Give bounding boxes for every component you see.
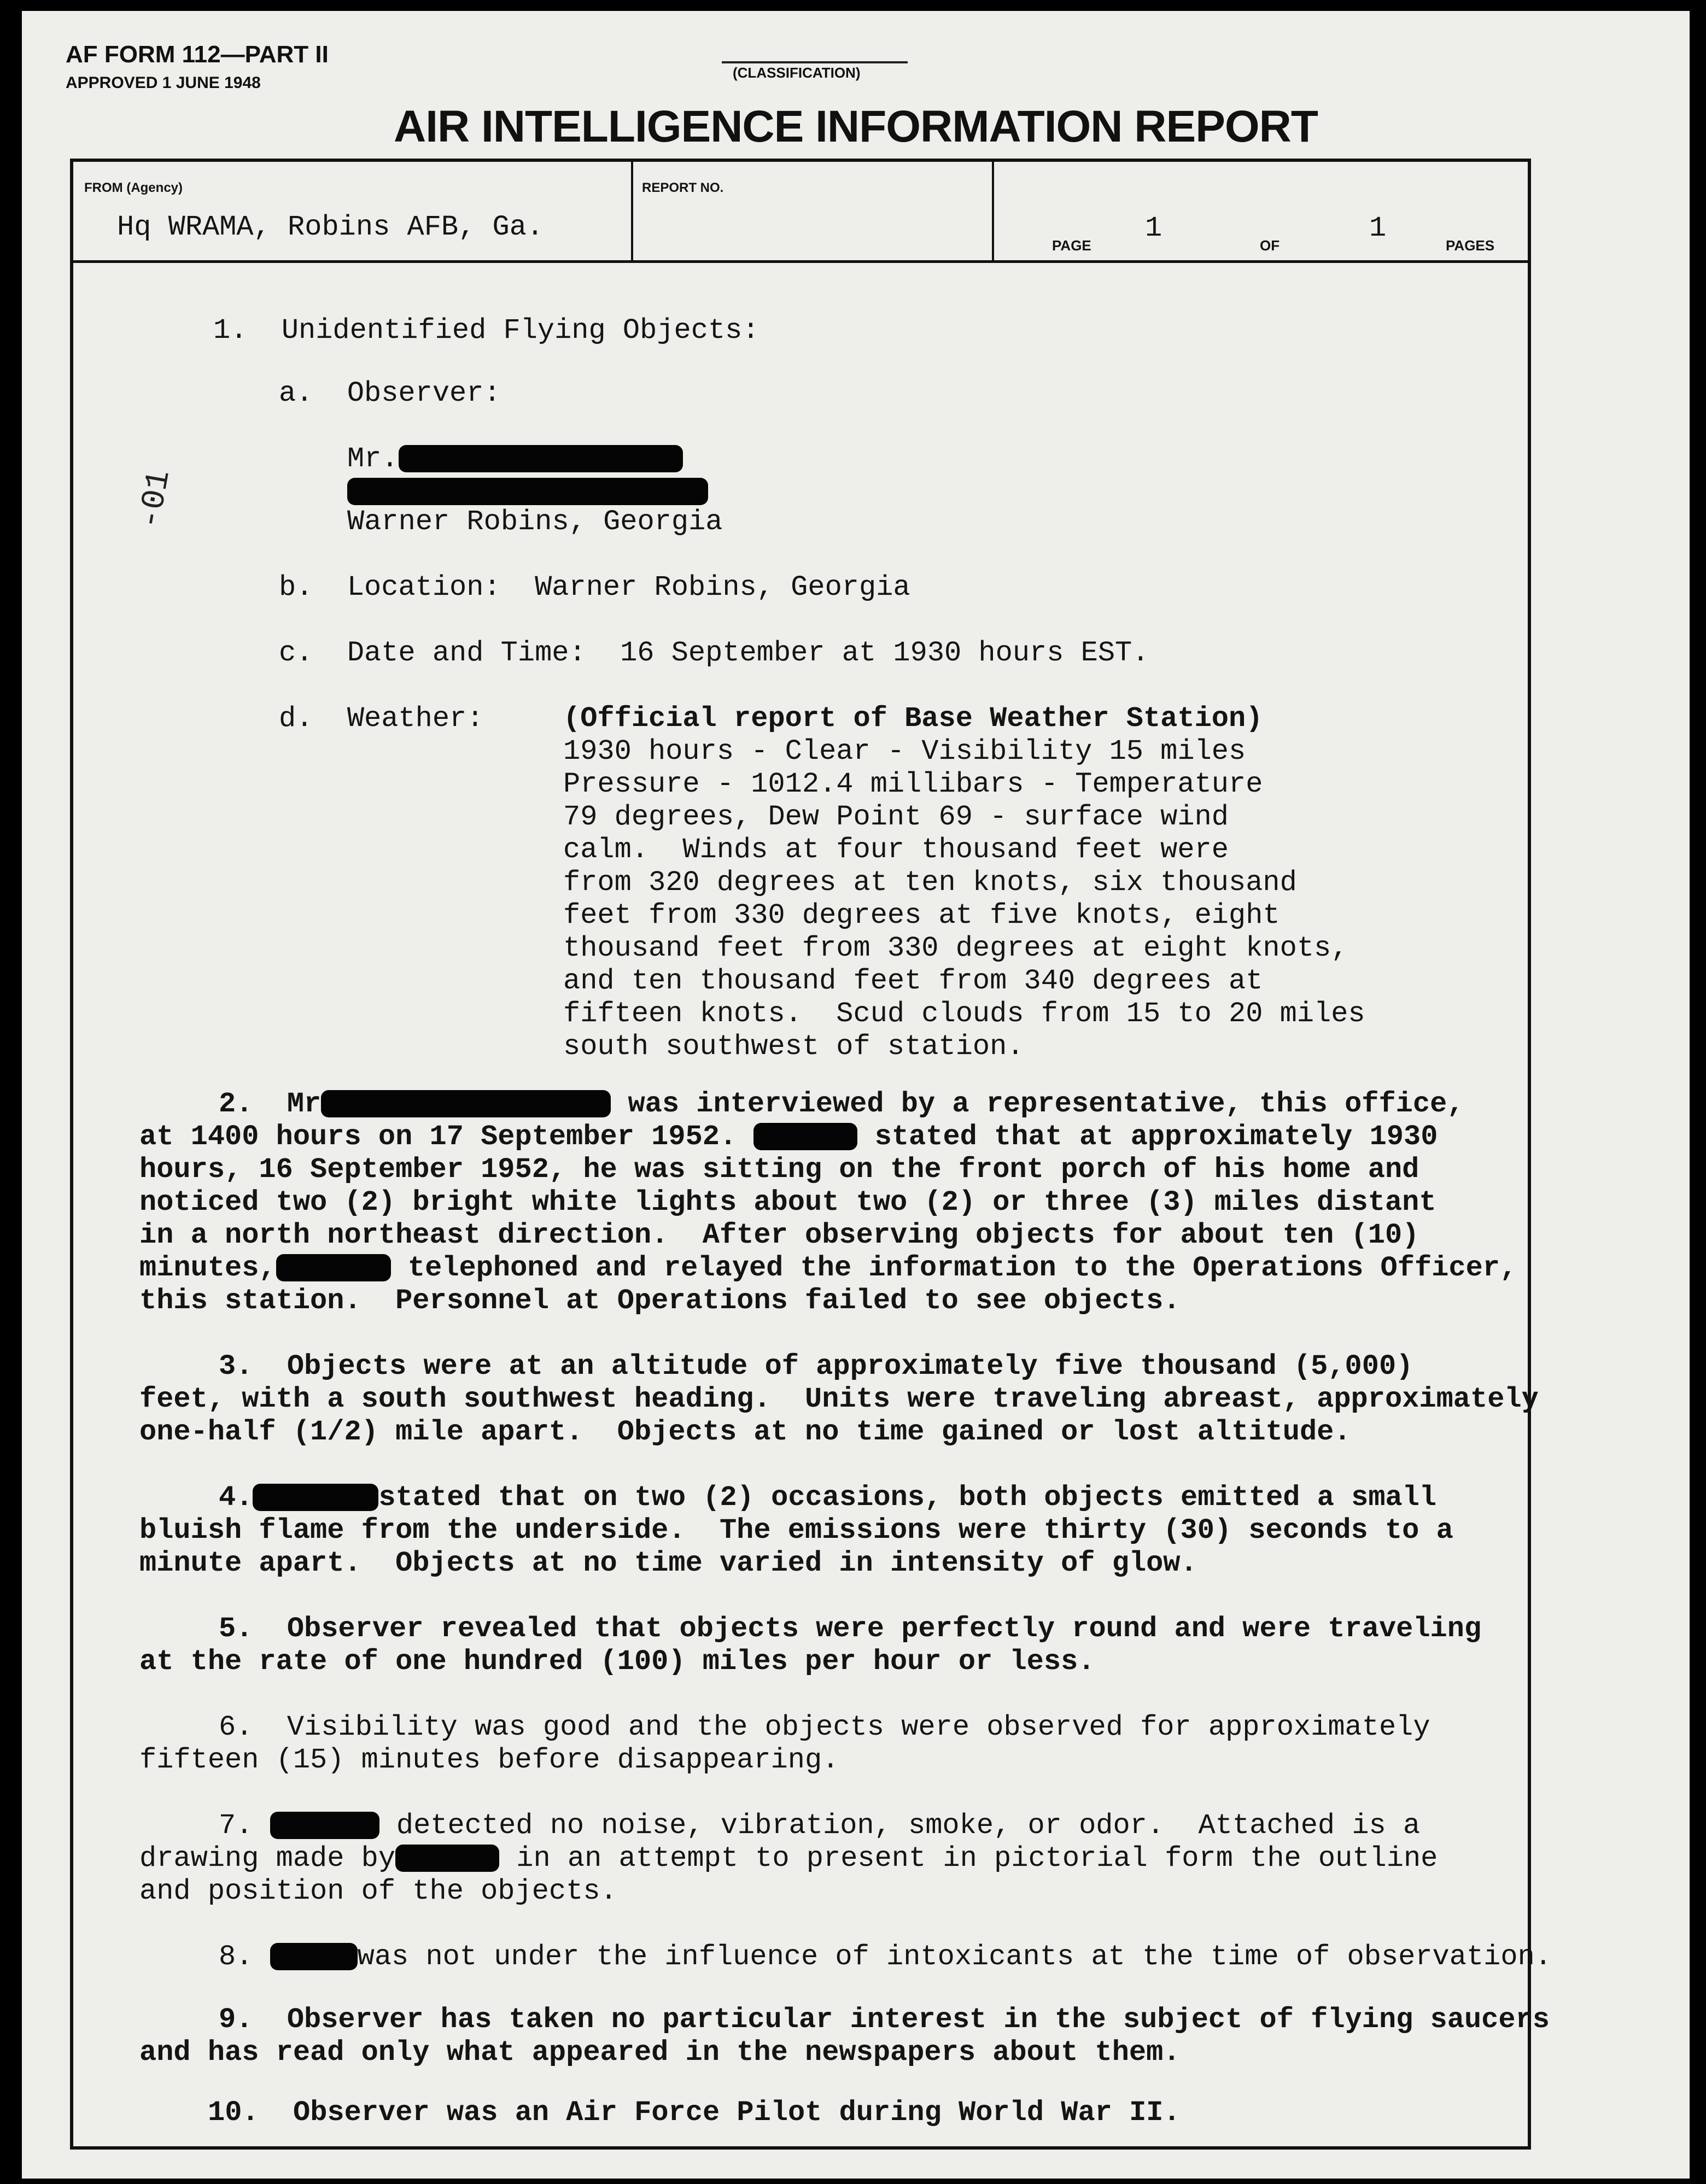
p2-line [139,1121,1438,1154]
observer-prefix: Mr. [347,443,399,475]
p2-line: this station. Personnel at Operations failed to see objects. [139,1285,1181,1317]
p4-line: bluish flame from the underside. The emissions were thirty (30) seconds to a [139,1514,1453,1547]
p2-text: 2. Mr [219,1088,322,1120]
p7-text: in an attempt to present in pictorial form the outline [516,1842,1438,1875]
document-page [22,11,1690,2179]
p2-line: in a north northeast direction. After observing objects for about ten (10) [139,1219,1419,1251]
p9-line: 9. Observer has taken no particular interest in the subject of flying saucers [219,2004,1550,2036]
p7-text: detected no noise, vibration, smoke, or odor. Attached is a [396,1810,1421,1842]
margin-note: -01 [132,467,179,532]
p1-heading: 1. Unidentified Flying Objects: [213,314,759,347]
form-id: AF FORM 112—PART II [66,41,329,68]
p4-text: stated that on two (2) occasions, both objects emitted a small [378,1482,1437,1514]
p2-text: was interviewed by a representative, this office, [628,1088,1464,1120]
p7-line [139,1842,1438,1875]
p3-line: feet, with a south southwest heading. Units were traveling abreast, approximately [139,1383,1539,1415]
p3-line: one-half (1/2) mile apart. Objects at no time gained or lost altitude. [139,1416,1351,1448]
p10-line: 10. Observer was an Air Force Pilot during World War II. [208,2097,1181,2129]
redacted-address [347,476,708,508]
p2-text: at 1400 hours on 17 September 1952. [139,1121,737,1153]
report-title: AIR INTELLIGENCE INFORMATION REPORT [393,102,1318,151]
p7-text: 7. [219,1810,253,1842]
redaction-bar [399,445,683,472]
weather-line: feet from 330 degrees at five knots, eight [563,899,1280,932]
p3-line: 3. Objects were at an altitude of approximately five thousand (5,000) [219,1350,1413,1383]
p5-line: 5. Observer revealed that objects were perfectly round and were traveling [219,1613,1482,1645]
p2-line [139,1252,1517,1285]
page-label: PAGE [1052,237,1091,254]
p1a-label: a. Observer: [279,377,501,409]
report-no-label: REPORT NO. [642,180,724,195]
weather-line: (Official report of Base Weather Station) [563,702,1263,735]
p2-line: hours, 16 September 1952, he was sitting on the front porch of his home and [139,1154,1419,1186]
p4-line: minute apart. Objects at no time varied in intensity of glow. [139,1547,1197,1579]
weather-line: 79 degrees, Dew Point 69 - surface wind [563,801,1229,833]
p2-line [219,1088,1464,1121]
p1d-label: d. Weather: [279,702,484,735]
p8-text: 8. [219,1941,253,1973]
p6-line: fifteen (15) minutes before disappearing. [139,1744,839,1776]
header-row [73,162,1528,263]
from-label: FROM (Agency) [84,180,183,195]
p4-line [219,1482,1436,1514]
p1c-date-time: c. Date and Time: 16 September at 1930 hours EST. [279,637,1149,669]
p4-text: 4. [219,1482,253,1514]
page-number: 1 [1145,212,1162,244]
redaction-bar [276,1254,391,1281]
of-label: OF [1260,237,1280,254]
p2-line: noticed two (2) bright white lights about two (2) or three (3) miles distant [139,1186,1436,1219]
redaction-bar [395,1845,499,1872]
cell-divider [992,162,994,260]
page-total: 1 [1369,212,1387,244]
redaction-bar [253,1484,378,1511]
p1b-location: b. Location: Warner Robins, Georgia [279,571,910,604]
classification-line [722,61,908,63]
redaction-bar [270,1812,379,1839]
observer-line [347,443,683,476]
weather-line: Pressure - 1012.4 millibars - Temperature [563,768,1263,800]
weather-line: calm. Winds at four thousand feet were [563,834,1229,866]
p2-text: stated that at approximately 1930 [874,1121,1438,1153]
p8-text: was not under the influence of intoxicants at the time of observation. [357,1941,1552,1973]
weather-line: south southwest of station. [563,1030,1024,1063]
weather-line: and ten thousand feet from 340 degrees at [563,965,1263,997]
p7-line [219,1810,1420,1842]
weather-line: from 320 degrees at ten knots, six thousand [563,866,1297,899]
p6-line: 6. Visibility was good and the objects were observed for approximately [219,1711,1430,1743]
cell-divider [631,162,633,260]
p2-text: minutes, [139,1252,276,1284]
p9-line: and has read only what appeared in the newspapers about them. [139,2036,1181,2069]
p7-line: and position of the objects. [139,1875,617,1907]
observer-city: Warner Robins, Georgia [347,506,723,538]
p2-text: telephoned and relayed the information to the Operations Officer, [407,1252,1517,1284]
redaction-bar [753,1123,857,1150]
approval-date: APPROVED 1 JUNE 1948 [66,74,261,92]
classification-label: (CLASSIFICATION) [733,65,861,81]
redaction-bar [321,1090,611,1117]
redaction-bar [270,1943,358,1970]
from-value: Hq WRAMA, Robins AFB, Ga. [117,211,544,243]
weather-line: thousand feet from 330 degrees at eight knots, [563,932,1348,964]
redaction-bar [347,478,708,505]
weather-line: fifteen knots. Scud clouds from 15 to 20 miles [563,998,1365,1030]
p5-line: at the rate of one hundred (100) miles per hour or less. [139,1646,1095,1678]
p8-line [219,1941,1552,1974]
p7-text: drawing made by [139,1842,396,1875]
weather-line: 1930 hours - Clear - Visibility 15 miles [563,735,1246,768]
pages-label: PAGES [1446,237,1495,254]
